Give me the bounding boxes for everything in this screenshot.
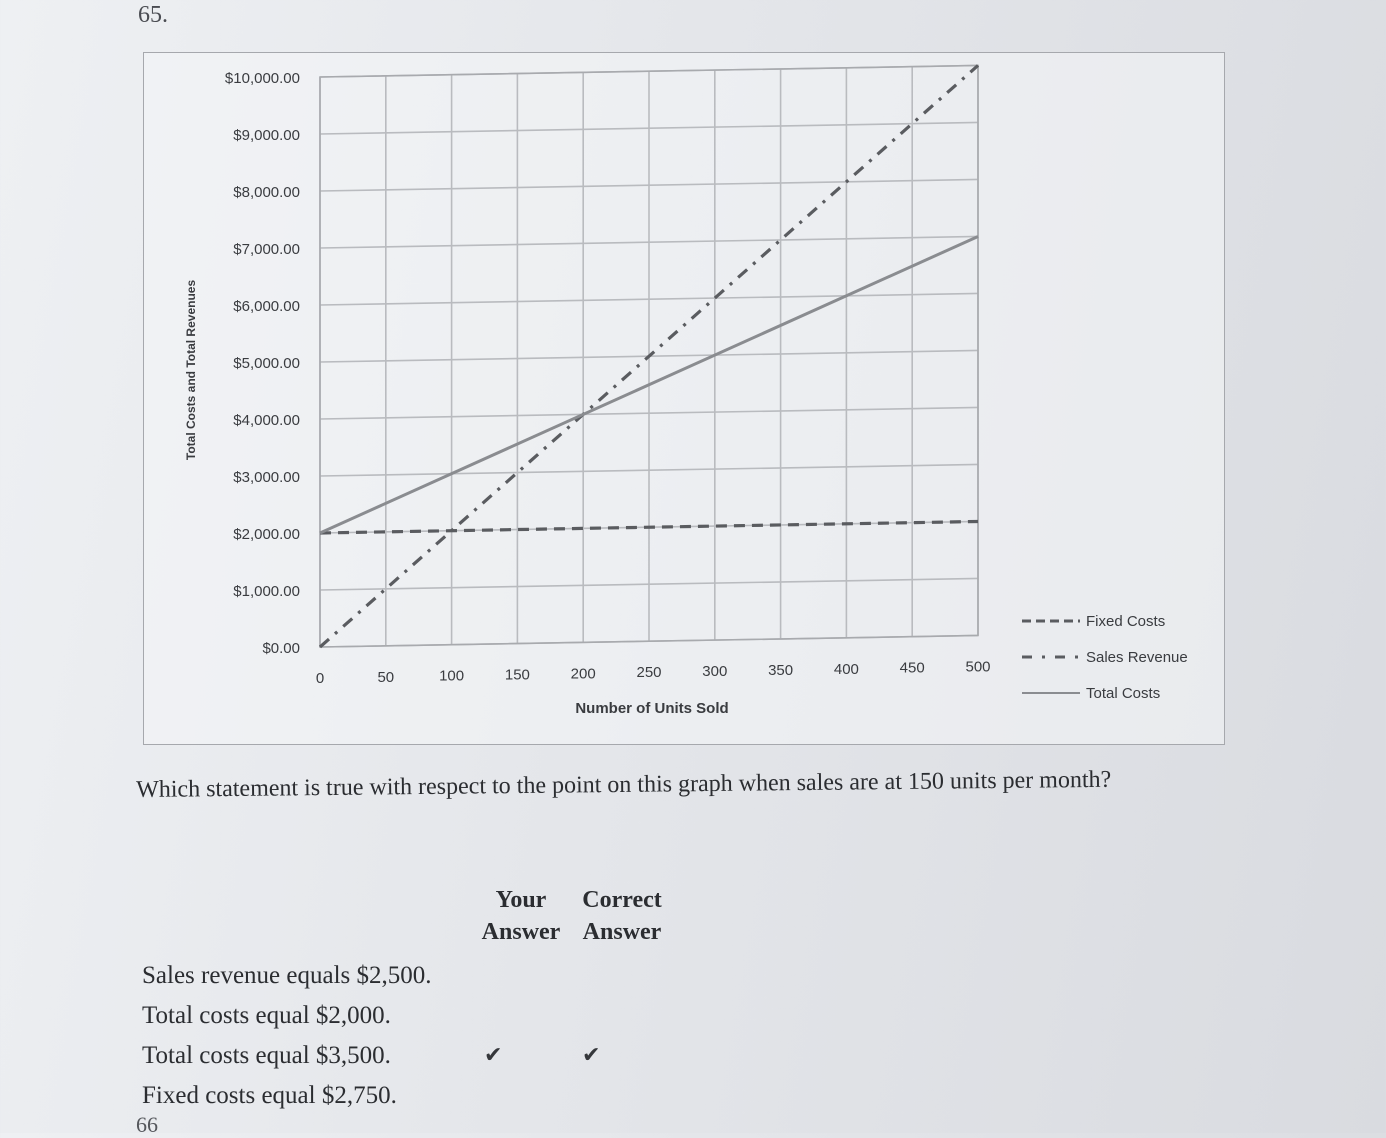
- y-tick-label: $3,000.00: [233, 469, 300, 486]
- y-tick-label: $8,000.00: [233, 184, 300, 201]
- x-tick-label: 50: [377, 668, 395, 686]
- answer-options: [142, 956, 432, 1116]
- x-tick-label: 0: [315, 670, 325, 687]
- x-axis-label: Number of Units Sold: [575, 700, 729, 717]
- next-question-number: 66: [136, 1112, 158, 1137]
- question-number: 65.: [138, 2, 168, 28]
- x-tick-label: 300: [702, 663, 728, 681]
- your-answer-header: Your Answer: [481, 887, 561, 945]
- y-tick-label: $1,000.00: [233, 583, 300, 600]
- your-answer-check-icon: ✔: [484, 1042, 503, 1067]
- x-tick-label: 400: [833, 660, 859, 678]
- y-tick-label: $2,000.00: [233, 526, 300, 543]
- y-tick-label: $10,000.00: [224, 70, 300, 87]
- y-tick-label: $6,000.00: [233, 298, 300, 315]
- y-tick-label: $0.00: [262, 640, 300, 657]
- option-1[interactable]: Sales revenue equals $2,500.: [142, 962, 432, 989]
- x-tick-label: 150: [504, 666, 530, 684]
- y-tick-label: $5,000.00: [233, 355, 300, 372]
- question-text: Which statement is true with respect to the point on this graph when sales are at 150 units per month?: [136, 766, 1112, 803]
- option-4[interactable]: Fixed costs equal $2,750.: [142, 1082, 397, 1109]
- x-tick-label: 500: [965, 658, 991, 676]
- y-tick-label: $4,000.00: [233, 412, 300, 429]
- x-tick-label: 200: [570, 665, 596, 683]
- y-tick-label: $7,000.00: [233, 241, 300, 258]
- x-tick-label: 450: [899, 659, 925, 677]
- x-tick-label: 350: [768, 661, 794, 679]
- legend-label: Fixed Costs: [1086, 613, 1166, 630]
- option-3[interactable]: Total costs equal $3,500.: [142, 1042, 391, 1069]
- x-tick-label: 100: [439, 667, 465, 685]
- y-axis-label: Total Costs and Total Revenues: [184, 279, 198, 461]
- option-2[interactable]: Total costs equal $2,000.: [142, 1002, 391, 1029]
- legend-label: Total Costs: [1086, 685, 1161, 702]
- y-tick-label: $9,000.00: [233, 127, 300, 144]
- correct-answer-check-icon: ✔: [582, 1042, 601, 1067]
- correct-answer-header: Correct Answer: [582, 887, 662, 945]
- legend-label: Sales Revenue: [1086, 649, 1188, 666]
- x-tick-label: 250: [636, 664, 662, 682]
